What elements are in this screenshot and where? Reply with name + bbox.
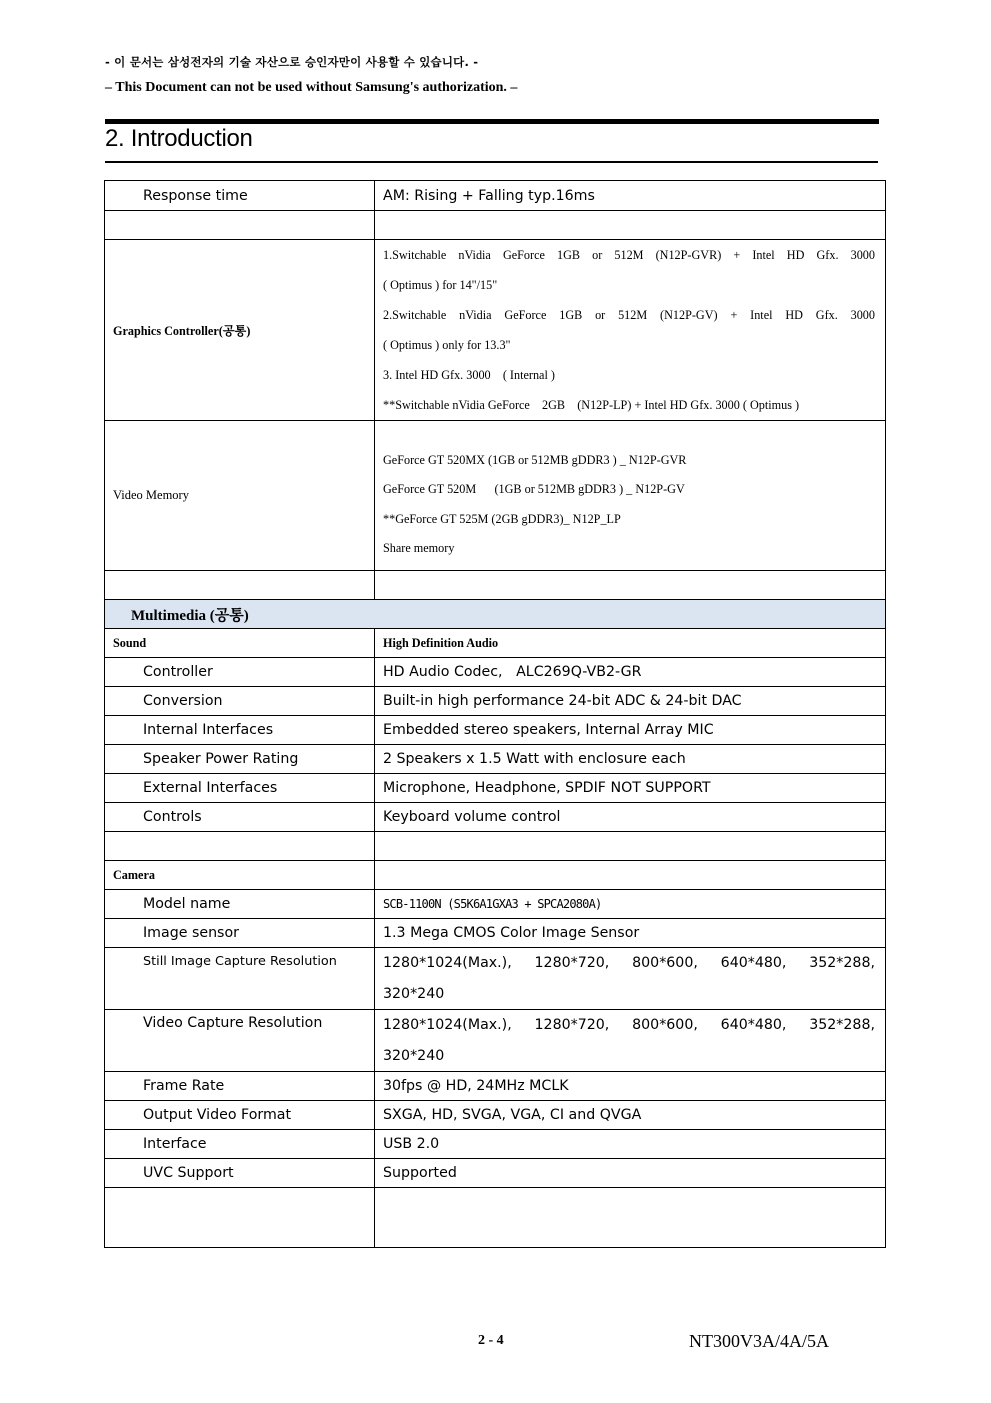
table-row <box>105 658 886 687</box>
table-row <box>105 181 886 211</box>
camera-label: Camera <box>105 861 375 890</box>
spec-label: Image sensor <box>105 919 375 948</box>
spec-label: Interface <box>105 1130 375 1159</box>
table-row <box>105 890 886 919</box>
graphics-line: 3. Intel HD Gfx. 3000 ( Internal ) <box>383 368 555 382</box>
spec-label: Response time <box>105 181 375 211</box>
spec-label: UVC Support <box>105 1159 375 1188</box>
spec-label: Speaker Power Rating <box>105 745 375 774</box>
video-memory-line: **GeForce GT 525M (2GB gDDR3)_ N12P_LP <box>383 511 621 526</box>
table-row <box>105 421 886 571</box>
graphics-line: ( Optimus ) for 14"/15" <box>383 278 498 292</box>
spec-value: HD Audio Codec, ALC269Q-VB2-GR <box>375 658 886 687</box>
graphics-line: **Switchable nVidia GeForce 2GB (N12P-LP) + Intel HD Gfx. 3000 ( Optimus ) <box>383 398 800 412</box>
table-row <box>105 240 886 421</box>
spec-value: Microphone, Headphone, SPDIF NOT SUPPORT <box>375 774 886 803</box>
table-row <box>105 948 886 1010</box>
table-row <box>105 1159 886 1188</box>
model-identifier: NT300V3A/4A/5A <box>689 1331 829 1351</box>
video-memory-line: Share memory <box>383 541 455 555</box>
spec-value: 2 Speakers x 1.5 Watt with enclosure each <box>375 745 886 774</box>
spec-label: External Interfaces <box>105 774 375 803</box>
table-row <box>105 803 886 832</box>
spec-label: Video Capture Resolution <box>105 1010 375 1072</box>
table-row <box>105 1130 886 1159</box>
multimedia-section-row <box>105 600 886 629</box>
sound-label: Sound <box>105 629 375 658</box>
spec-table <box>104 180 886 1248</box>
table-row-empty <box>105 832 886 861</box>
spec-label: Frame Rate <box>105 1072 375 1101</box>
spec-label: Controls <box>105 803 375 832</box>
table-row <box>105 1072 886 1101</box>
video-capture-line: 1280*1024(Max.), 1280*720, 800*600, 640*480, 352*288, <box>383 1017 875 1033</box>
table-row <box>105 1101 886 1130</box>
spec-label: Conversion <box>105 687 375 716</box>
table-row-empty <box>105 571 886 600</box>
table-row <box>105 919 886 948</box>
table-row-empty <box>105 1188 886 1248</box>
spec-value: 30fps @ HD, 24MHz MCLK <box>375 1072 886 1101</box>
video-capture-line: 320*240 <box>383 1047 445 1064</box>
confidentiality-notice-english: – This Document can not be used without Samsung's authorization. – <box>105 80 518 95</box>
section-title: 2. Introduction <box>105 125 253 152</box>
spec-value: SXGA, HD, SVGA, VGA, CI and QVGA <box>375 1101 886 1130</box>
table-row <box>105 1010 886 1072</box>
spec-value-graphics <box>375 240 886 421</box>
spec-value: 1.3 Mega CMOS Color Image Sensor <box>375 919 886 948</box>
table-row <box>105 629 886 658</box>
table-row <box>105 774 886 803</box>
spec-value: Supported <box>375 1159 886 1188</box>
table-row <box>105 716 886 745</box>
video-memory-line: GeForce GT 520M (1GB or 512MB gDDR3 ) _ N12P-GV <box>383 482 685 496</box>
table-row-empty <box>105 211 886 240</box>
graphics-line: 2.Switchable nVidia GeForce 1GB or 512M (N12P-GV) + Intel HD Gfx. 3000 <box>383 308 875 322</box>
confidentiality-notice-korean: - 이 문서는 삼성전자의 기술 자산으로 승인자만이 사용할 수 있습니다. - <box>105 55 479 69</box>
spec-value: Embedded stereo speakers, Internal Array MIC <box>375 716 886 745</box>
graphics-line: ( Optimus ) only for 13.3" <box>383 338 511 352</box>
table-row <box>105 687 886 716</box>
spec-value-video-memory <box>375 421 886 571</box>
spec-label: Video Memory <box>105 421 375 571</box>
graphics-line: 1.Switchable nVidia GeForce 1GB or 512M (N12P-GVR) + Intel HD Gfx. 3000 <box>383 248 875 262</box>
spec-value: Built-in high performance 24-bit ADC & 24-bit DAC <box>375 687 886 716</box>
title-underline <box>105 161 878 163</box>
header-rule <box>105 119 879 124</box>
video-memory-line: GeForce GT 520MX (1GB or 512MB gDDR3 ) _ N12P-GVR <box>383 452 687 467</box>
spec-value: SCB-1100N (S5K6A1GXA3 + SPCA2080A) <box>375 890 886 919</box>
spec-label: Internal Interfaces <box>105 716 375 745</box>
spec-label: Output Video Format <box>105 1101 375 1130</box>
spec-label: Model name <box>105 890 375 919</box>
spec-value: USB 2.0 <box>375 1130 886 1159</box>
spec-label: Still Image Capture Resolution <box>105 948 375 1010</box>
spec-value: AM: Rising + Falling typ.16ms <box>375 181 886 211</box>
table-row <box>105 745 886 774</box>
spec-label: Graphics Controller(공통) <box>105 240 375 421</box>
still-capture-line: 320*240 <box>383 985 445 1002</box>
spec-value: Keyboard volume control <box>375 803 886 832</box>
spec-value <box>375 1010 886 1072</box>
table-row <box>105 861 886 890</box>
multimedia-section-heading: Multimedia (공통) <box>105 600 886 629</box>
sound-value: High Definition Audio <box>375 629 886 658</box>
still-capture-line: 1280*1024(Max.), 1280*720, 800*600, 640*480, 352*288, <box>383 955 875 971</box>
spec-label: Controller <box>105 658 375 687</box>
page-number: 2 - 4 <box>478 1333 504 1348</box>
spec-value <box>375 948 886 1010</box>
